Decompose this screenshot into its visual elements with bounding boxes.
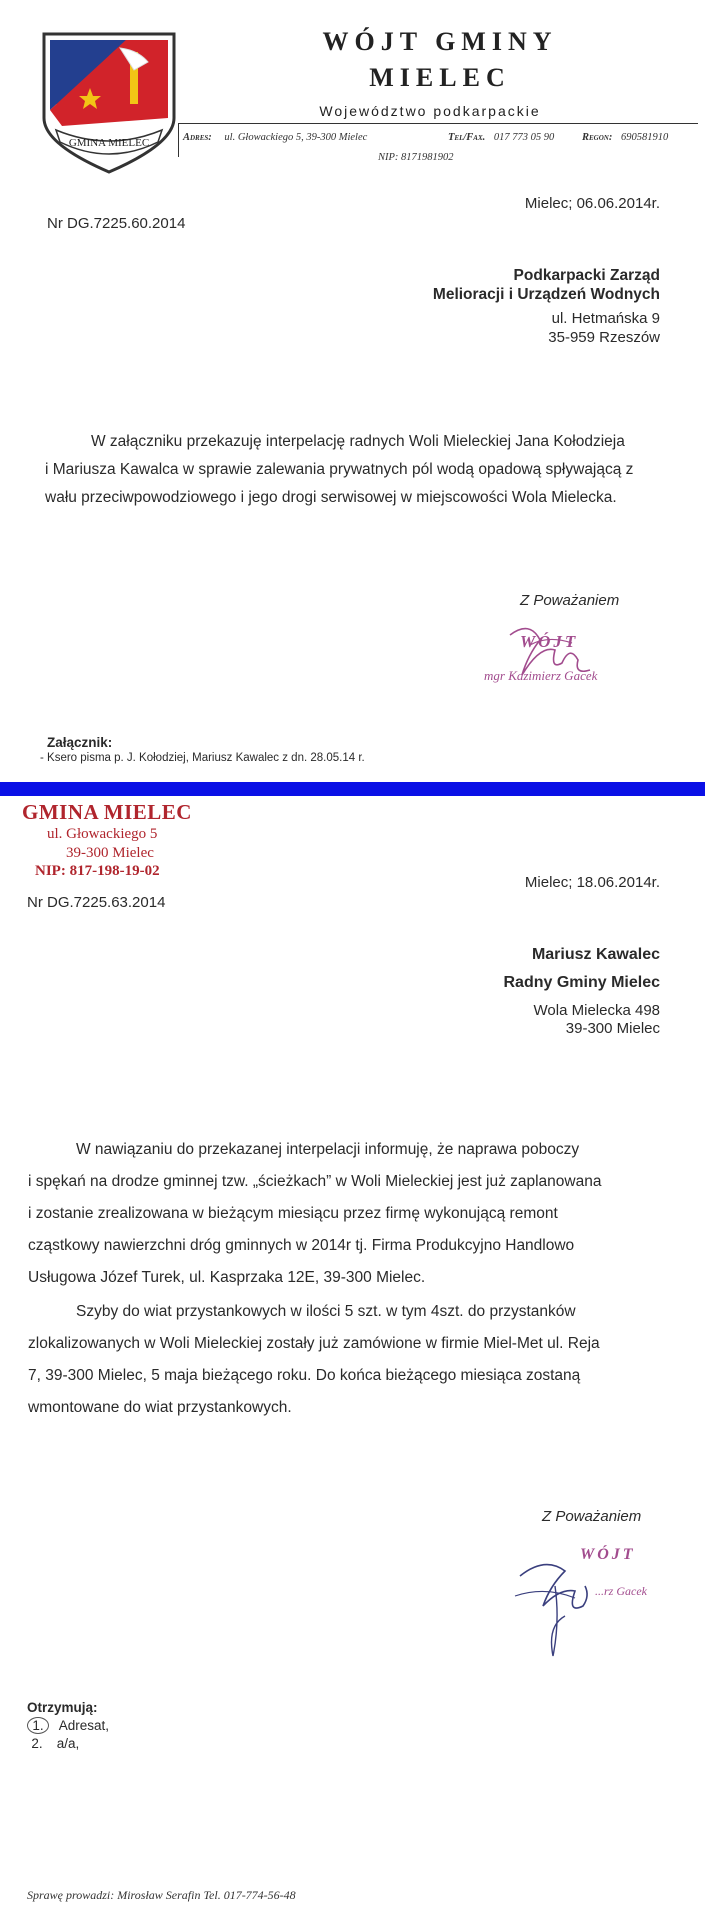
handwritten-signature-1	[500, 615, 610, 695]
address-block	[183, 132, 367, 143]
body-line: i spękań na drodze gminnej tzw. „ścieżkach” w Woli Mieleckiej jest już zaplanowana	[28, 1173, 602, 1190]
recipients-item	[27, 1717, 109, 1734]
header-title-line2: MIELEC	[369, 63, 511, 92]
body-line: cząstkowy nawierzchni dróg gminnych w 2014r tj. Firma Produkcyjno Handlowo	[28, 1237, 575, 1254]
letter-reference: Nr DG.7225.60.2014	[47, 215, 186, 232]
recipient-line1: Mariusz Kawalec	[531, 946, 660, 963]
tel-label: Tel/Fax.	[448, 132, 486, 143]
stamp-line4: NIP: 817-198-19-02	[35, 863, 160, 879]
closing-text: Z Poważaniem	[542, 1508, 642, 1525]
attachments-item: - Ksero pisma p. J. Kołodziej, Mariusz Kawalec z dn. 28.05.14 r.	[40, 752, 365, 764]
regon-label: Regon:	[582, 132, 613, 143]
body-line: i zostanie zrealizowana w bieżącym miesiącu przez firmę wykonującą remont	[28, 1205, 558, 1222]
letter-body	[45, 428, 665, 512]
letter-page-2	[0, 796, 705, 1910]
letter-page-1	[0, 0, 705, 790]
handwritten-signature-2	[505, 1536, 605, 1666]
footer-contact: Sprawę prowadzi: Mirosław Serafin Tel. 017-774-56-48	[27, 1888, 296, 1902]
stamp-line3: 39-300 Mielec	[66, 845, 154, 861]
regon-block	[582, 132, 668, 143]
recipient-text: a/a,	[56, 1736, 80, 1751]
body-line: wału przeciwpowodziowego i jego drogi serwisowej w miejscowości Wola Mielecka.	[45, 489, 617, 506]
header-vertical-rule	[178, 123, 179, 157]
body-line: 7, 39-300 Mielec, 5 maja bieżącego roku. Do końca bieżącego miesiąca zostaną	[28, 1367, 581, 1384]
letter-body-paragraph1	[28, 1134, 694, 1294]
letter-date: Mielec; 06.06.2014r.	[524, 195, 660, 212]
header-title-line1: WÓJT GMINY	[322, 27, 558, 56]
header-rule	[178, 123, 698, 124]
attachments-label: Załącznik:	[47, 735, 113, 750]
recipients-item	[27, 1736, 79, 1751]
body-line: Usługowa Józef Turek, ul. Kasprzaka 12E, 39-300 Mielec.	[28, 1269, 426, 1286]
address-label: Adres:	[183, 132, 212, 143]
stamp-line2: ul. Głowackiego 5	[47, 826, 158, 842]
letter-body-paragraph2	[28, 1296, 694, 1424]
recipient-text: Adresat,	[58, 1718, 110, 1733]
regon-value: 690581910	[620, 132, 669, 143]
closing-text: Z Poważaniem	[520, 592, 620, 609]
body-line: wmontowane do wiat przystankowych.	[28, 1399, 292, 1416]
recipient-number: 2.	[31, 1736, 43, 1751]
recipient-line2: Radny Gminy Mielec	[503, 974, 660, 991]
header-subtitle: Województwo podkarpackie	[319, 103, 541, 119]
recipient-line3: ul. Hetmańska 9	[551, 310, 660, 327]
signature-stamp-name: ...rz Gacek	[595, 1584, 647, 1598]
tel-block	[448, 132, 554, 143]
body-line: W załączniku przekazuję interpelację radnych Woli Mieleckiej Jana Kołodzieja	[91, 433, 625, 450]
tel-value: 017 773 05 90	[493, 132, 555, 143]
signature-stamp-title: WÓJT	[580, 1546, 636, 1563]
signature-stamp-name: mgr Kazimierz Gacek	[484, 668, 598, 683]
letter-date: Mielec; 18.06.2014r.	[524, 874, 660, 891]
stamp-line1: GMINA MIELEC	[22, 800, 192, 824]
letter-reference: Nr DG.7225.63.2014	[27, 894, 166, 911]
recipient-number: 1.	[27, 1717, 49, 1734]
body-line: zlokalizowanych w Woli Mieleckiej zostały już zamówione w firmie Miel-Met ul. Reja	[28, 1335, 600, 1352]
recipient-line1: Podkarpacki Zarząd	[513, 267, 660, 284]
body-line: Szyby do wiat przystankowych w ilości 5 szt. w tym 4szt. do przystanków	[76, 1303, 576, 1320]
address-value: ul. Głowackiego 5, 39-300 Mielec	[224, 132, 368, 143]
body-line: i Mariusza Kawalca w sprawie zalewania prywatnych pól wodą opadową spływającą z	[45, 461, 634, 478]
body-line: W nawiązaniu do przekazanej interpelacji informuję, że naprawa poboczy	[76, 1141, 580, 1158]
nip-value: NIP: 8171981902	[378, 152, 454, 163]
gmina-crest-logo	[34, 26, 184, 176]
recipient-line3: Wola Mielecka 498	[533, 1002, 660, 1019]
recipient-line4: 35-959 Rzeszów	[548, 329, 660, 346]
recipient-line2: Melioracji i Urządzeń Wodnych	[432, 286, 660, 303]
recipient-line4: 39-300 Mielec	[565, 1020, 660, 1037]
page-divider	[0, 782, 705, 796]
signature-stamp-title: WÓJT	[520, 632, 579, 651]
crest-text: GMINA MIELEC	[68, 137, 150, 149]
recipients-label: Otrzymują:	[27, 1700, 98, 1715]
